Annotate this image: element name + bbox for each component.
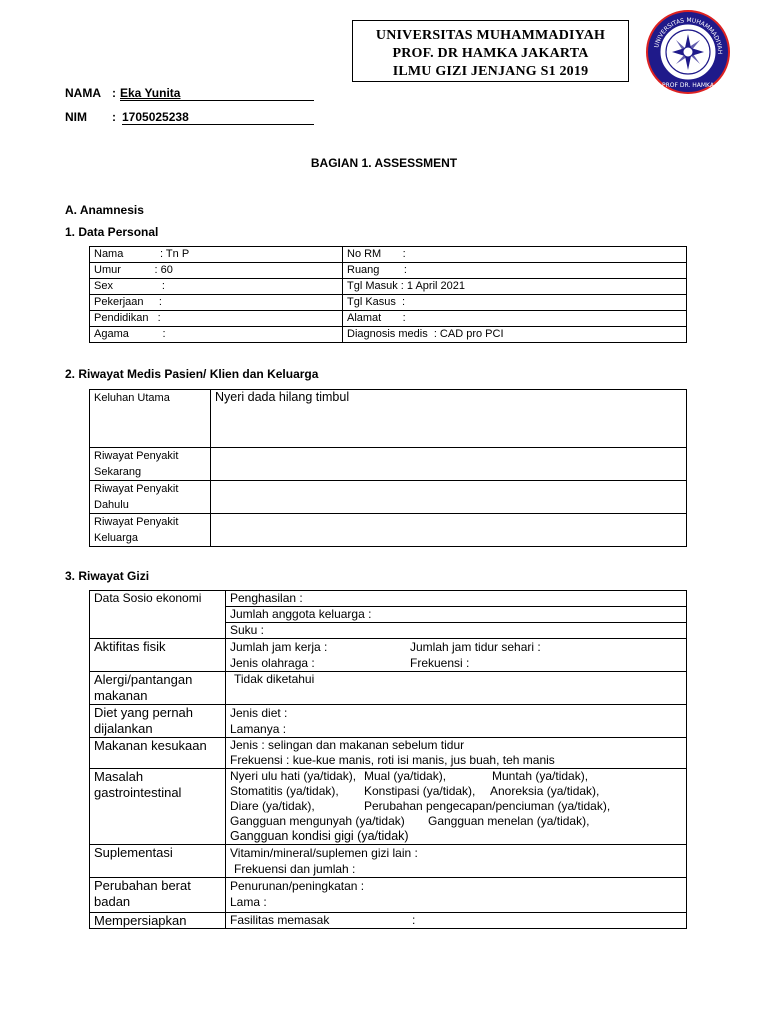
diet-cell [226,705,687,738]
keluhan-label: Keluhan Utama [90,390,211,448]
bb-cell [226,878,687,913]
keluarga-label: Riwayat Penyakit Keluarga [90,514,211,547]
nama-value: Eka Yunita [120,86,181,100]
table-row [90,738,687,769]
bb-label: Perubahan berat badan [90,878,226,913]
diet-label: Diet yang pernah dijalankan [90,705,226,738]
table-row [90,705,687,738]
masalah-item: Anoreksia (ya/tidak), [490,784,600,798]
table-row [90,769,687,845]
masalah-item: Nyeri ulu hati (ya/tidak), [230,769,357,783]
table-cell: Tgl Masuk : 1 April 2021 [343,279,687,295]
table-cell: Agama : [90,327,343,343]
sekarang-label: Riwayat Penyakit Sekarang [90,448,211,481]
table-cell: Alamat : [343,311,687,327]
table-cell: Diagnosis medis : CAD pro PCI [343,327,687,343]
table-row [90,639,687,672]
table-cell: Tgl Kasus : [343,295,687,311]
logo-bottom-text: PROF DR. HAMKA [662,82,714,89]
table-row [90,481,687,514]
dahulu-value [211,481,687,514]
table-cell: No RM : [343,247,687,263]
table-cell: Pekerjaan : [90,295,343,311]
fasilitas-colon: : [412,913,416,927]
table-row [90,878,687,913]
makanan-jenis: Jenis : selingan dan makanan sebelum tidur [230,738,465,752]
table-row [90,279,687,295]
section-2-heading: 2. Riwayat Medis Pasien/ Klien dan Keluarga [65,367,319,381]
table-row [90,295,687,311]
sekarang-value [211,448,687,481]
makanan-frekuensi: Frekuensi : kue-kue manis, roti isi manis, jus buah, teh manis [230,753,555,767]
jenis-olahraga: Jenis olahraga : [230,656,315,670]
mempersiapkan-label: Mempersiapkan [90,913,226,929]
jam-tidur: Jumlah jam tidur sehari : [410,640,541,654]
university-logo [646,10,730,94]
page-title: BAGIAN 1. ASSESSMENT [310,156,458,170]
section-a-heading: A. Anamnesis [65,203,144,217]
makanan-label: Makanan kesukaan [90,738,226,769]
table-row [90,311,687,327]
jam-kerja: Jumlah jam kerja : [230,640,328,654]
table-row [90,514,687,547]
suplementasi-cell [226,845,687,878]
table-row [90,448,687,481]
masalah-item: Perubahan pengecapan/penciuman (ya/tidak), [364,799,611,813]
table-cell: Ruang : [343,263,687,279]
mempersiapkan-cell [226,913,687,929]
alergi-label: Alergi/pantangan makanan [90,672,226,705]
sosio-label: Data Sosio ekonomi [90,591,226,639]
nim-label: NIM [65,110,87,124]
data-personal-table [89,246,687,343]
header-line-1: UNIVERSITAS MUHAMMADIYAH [375,28,606,43]
nama-colon: : [112,86,116,100]
dahulu-label: Riwayat Penyakit Dahulu [90,481,211,514]
makanan-cell [226,738,687,769]
table-row [90,390,687,448]
masalah-item: Mual (ya/tidak), [364,769,447,783]
table-row [90,913,687,929]
masalah-item: Gangguan menelan (ya/tidak), [428,814,590,828]
masalah-item: Stomatitis (ya/tidak), [230,784,339,798]
table-row [90,591,687,607]
nim-colon: : [112,110,116,124]
jenis-diet: Jenis diet : [230,706,288,720]
nim-field [122,110,314,125]
section-3-heading: 3. Riwayat Gizi [65,569,150,583]
table-row [90,845,687,878]
masalah-cell [226,769,687,845]
masalah-item: Gangguan kondisi gigi (ya/tidak) [230,829,409,843]
table-cell: Pendidikan : [90,311,343,327]
riwayat-gizi-table [89,590,687,929]
fasilitas-label: Fasilitas memasak [230,913,330,927]
alergi-value: Tidak diketahui [226,672,687,705]
aktifitas-cell [226,639,687,672]
masalah-item: Muntah (ya/tidak), [492,769,589,783]
table-cell: Umur : 60 [90,263,343,279]
masalah-item: Gangguan mengunyah (ya/tidak) [230,814,405,828]
frekuensi-olahraga: Frekuensi : [410,656,470,670]
suplemen-line-1: Vitamin/mineral/suplemen gizi lain : [230,846,418,860]
header-line-3: ILMU GIZI JENJANG S1 2019 [392,64,589,79]
bb-line-2: Lama : [230,895,267,909]
masalah-item: Diare (ya/tidak), [230,799,315,813]
nim-value: 1705025238 [122,110,189,124]
table-row [90,263,687,279]
section-1-heading: 1. Data Personal [65,225,159,239]
bb-line-1: Penurunan/peningkatan : [230,879,365,893]
nama-label: NAMA [65,86,101,100]
jumlah-anggota-cell: Jumlah anggota keluarga : [226,607,687,623]
suplementasi-label: Suplementasi [90,845,226,878]
aktifitas-label: Aktifitas fisik [90,639,226,672]
keluhan-value: Nyeri dada hilang timbul [211,390,687,448]
table-row [90,672,687,705]
masalah-label: Masalah gastrointestinal [90,769,226,845]
keluarga-value [211,514,687,547]
suplemen-line-2: Frekuensi dan jumlah : [234,862,356,876]
header-line-2: PROF. DR HAMKA JAKARTA [392,46,589,61]
logo-ring-text: UNIVERSITAS MUHAMMADIYAH [653,16,724,55]
lamanya: Lamanya : [230,722,287,736]
university-header [352,20,629,82]
table-row [90,247,687,263]
table-cell: Nama : Tn P [90,247,343,263]
penghasilan-cell: Penghasilan : [226,591,687,607]
masalah-item: Konstipasi (ya/tidak), [364,784,476,798]
nama-field [120,86,314,101]
table-row [90,327,687,343]
table-cell: Sex : [90,279,343,295]
suku-cell: Suku : [226,623,687,639]
riwayat-medis-table [89,389,687,547]
